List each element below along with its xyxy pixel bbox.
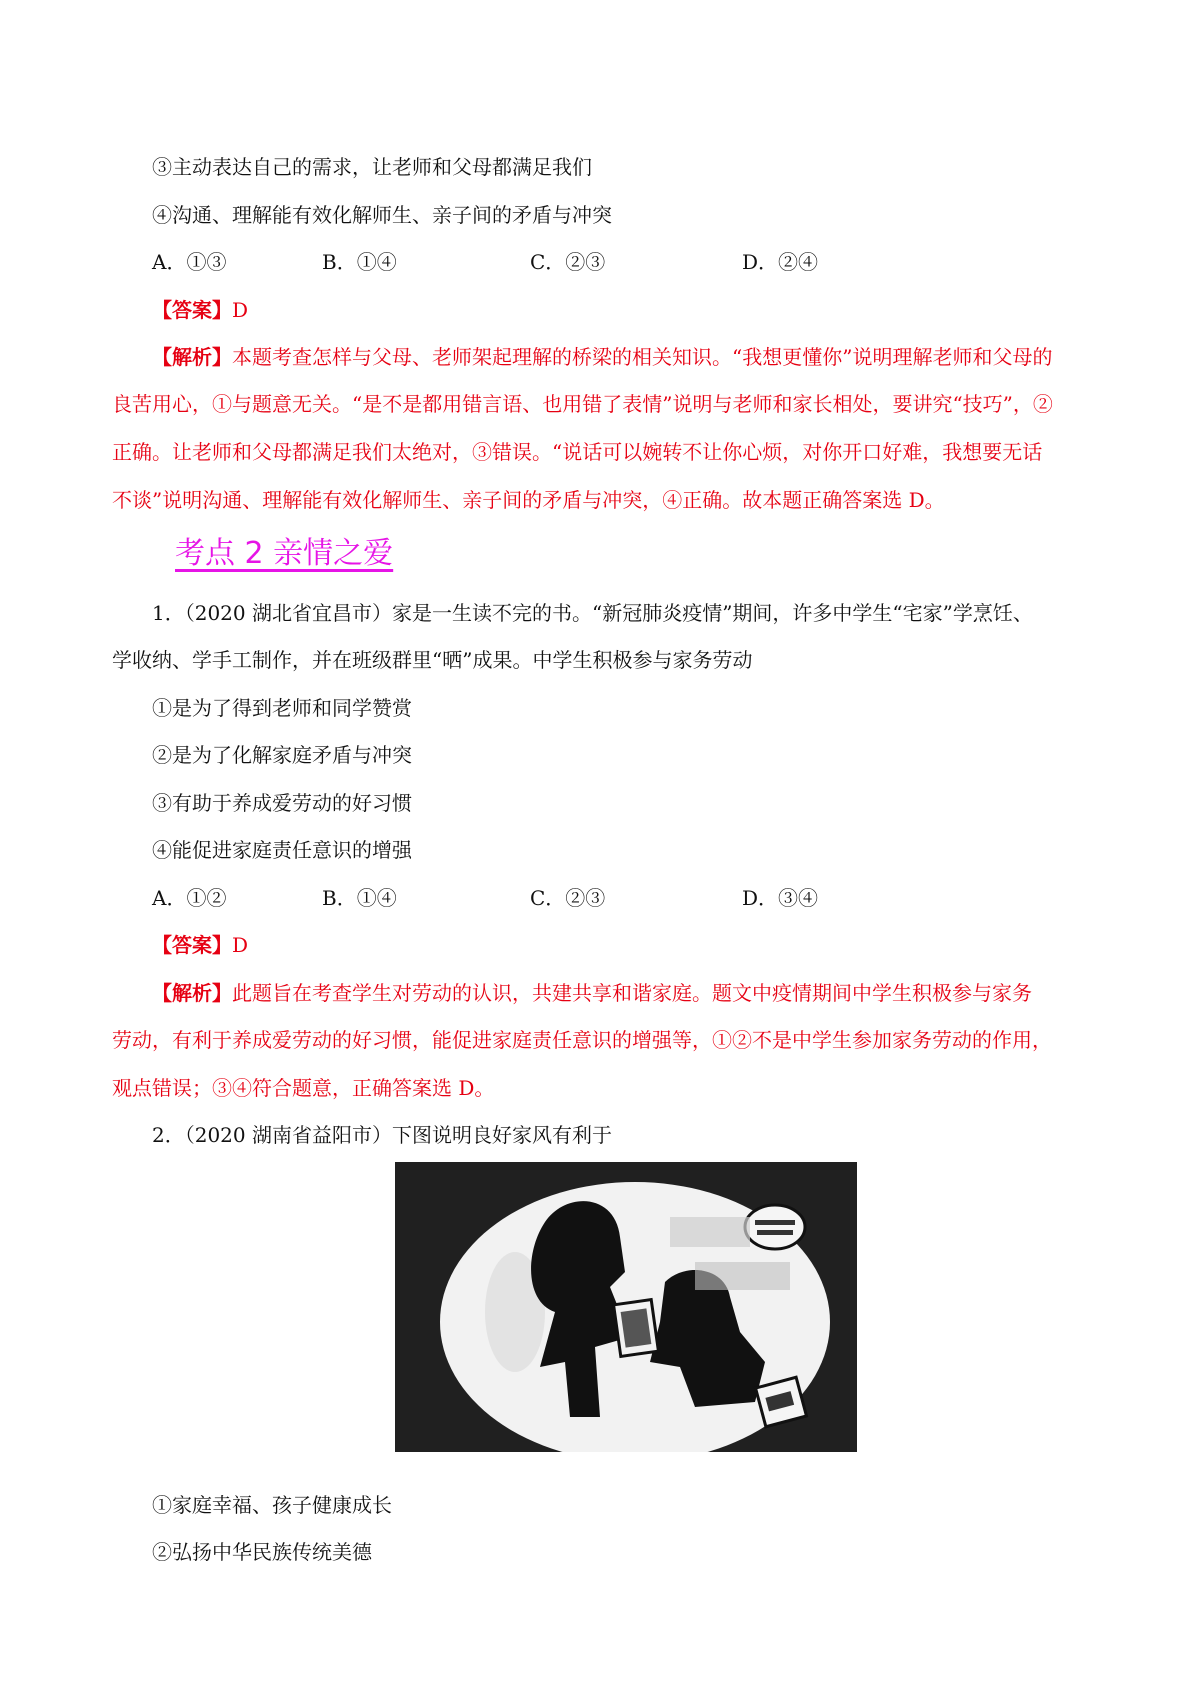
q1-answer (152, 930, 248, 960)
q1-option-4: ④能促进家庭责任意识的增强 (152, 838, 412, 862)
prev-analysis-line-2: 良苦用心，①与题意无关。“是不是都用错言语、也用错了表情”说明与老师和家长相处，要讲究“技巧”，② (112, 392, 1053, 416)
q1-option-1: ①是为了得到老师和同学赞赏 (152, 696, 412, 720)
choice-a: A．①② (152, 886, 227, 910)
answer-label: 【答案】 (152, 298, 232, 322)
q2-option-2: ②弘扬中华民族传统美德 (152, 1540, 372, 1564)
prev-answer (152, 295, 248, 325)
analysis-label: 【解析】 (152, 981, 232, 1005)
q1-stem-line-2: 学收纳、学手工制作，并在班级群里“晒”成果。中学生积极参与家务劳动 (112, 648, 753, 672)
choice-d: D．③④ (742, 886, 819, 910)
prev-analysis-line-4: 不谈”说明沟通、理解能有效化解师生、亲子间的矛盾与冲突，④正确。故本题正确答案选 D。 (112, 488, 945, 512)
q1-option-2: ②是为了化解家庭矛盾与冲突 (152, 743, 412, 767)
q2-stem: 2．（2020 湖南省益阳市）下图说明良好家风有利于 (152, 1123, 612, 1147)
prev-analysis-line-3: 正确。让老师和父母都满足我们太绝对，③错误。“说话可以婉转不让你心烦，对你开口好难，我想要无话 (112, 440, 1043, 464)
prev-option-3: ③主动表达自己的需求，让老师和父母都满足我们 (152, 155, 592, 179)
q1-analysis-line-2: 劳动，有利于养成爱劳动的好习惯，能促进家庭责任意识的增强等，①②不是中学生参加家务劳动的作用， (112, 1028, 1052, 1052)
answer-value: D (232, 298, 249, 322)
q2-option-1: ①家庭幸福、孩子健康成长 (152, 1493, 392, 1517)
choice-a: A．①③ (152, 250, 227, 274)
q1-analysis-line-3: 观点错误；③④符合题意，正确答案选 D。 (112, 1076, 495, 1100)
choice-c: C．②③ (530, 886, 606, 910)
choice-c: C．②③ (530, 250, 606, 274)
section-title: 考点 2 亲情之爱 (175, 536, 394, 571)
choice-d: D．②④ (742, 250, 819, 274)
prev-option-4: ④沟通、理解能有效化解师生、亲子间的矛盾与冲突 (152, 203, 612, 227)
prev-analysis-line-1: 【解析】本题考查怎样与父母、老师架起理解的桥梁的相关知识。“我想更懂你”说明理解老师和父母的 (152, 345, 1053, 369)
q1-option-3: ③有助于养成爱劳动的好习惯 (152, 791, 412, 815)
q1-stem-line-1: 1．（2020 湖北省宜昌市）家是一生读不完的书。“新冠肺炎疫情”期间，许多中学生“宅家”学烹饪、 (152, 601, 1033, 625)
q1-analysis-line-1: 【解析】此题旨在考查学生对劳动的认识，共建共享和谐家庭。题文中疫情期间中学生积极参与家务 (152, 981, 1032, 1005)
analysis-label: 【解析】 (152, 345, 232, 369)
family-silhouette-illustration (395, 1162, 857, 1452)
answer-value: D (232, 933, 249, 957)
choice-b: B．①④ (322, 886, 397, 910)
choice-b: B．①④ (322, 250, 397, 274)
answer-label: 【答案】 (152, 933, 232, 957)
